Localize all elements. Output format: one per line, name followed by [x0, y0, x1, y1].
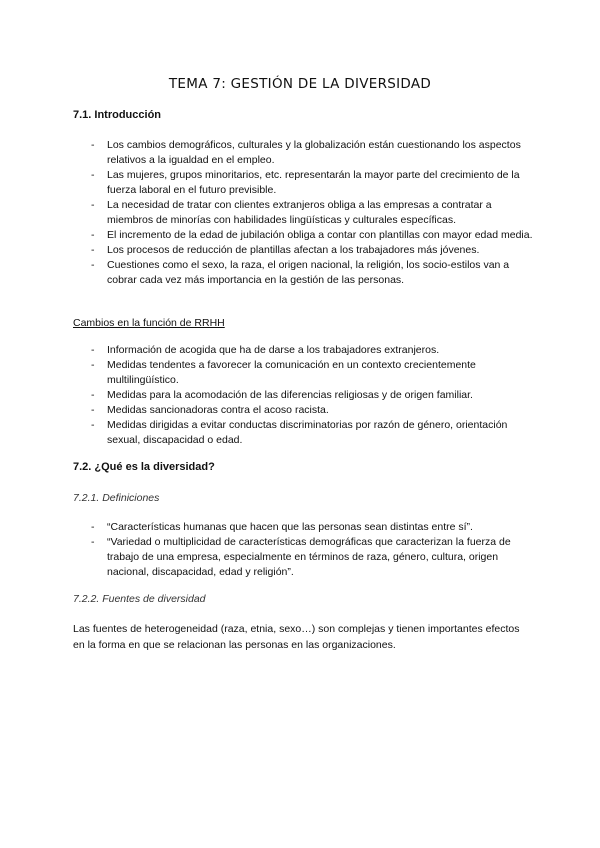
- list-item: - Medidas para la acomodación de las diferencias religiosas y de origen familiar.: [73, 388, 533, 403]
- list-item: - Medidas dirigidas a evitar conductas discriminatorias por razón de género, orientación sexual, discapacidad o edad.: [73, 418, 533, 448]
- list-item: - Información de acogida que ha de darse a los trabajadores extranjeros.: [73, 343, 533, 358]
- list-item: - Cuestiones como el sexo, la raza, el origen nacional, la religión, los socio-estilos van a cobrar cada vez más importancia en la gestión de las personas.: [73, 258, 533, 288]
- cambios-list: [73, 343, 533, 448]
- list-item: - Los cambios demográficos, culturales y la globalización están cuestionando los aspectos relativos a la igualdad en el empleo.: [73, 138, 533, 168]
- fuentes-paragraph: Las fuentes de heterogeneidad (raza, etnia, sexo…) son complejas y tienen importantes efectos en la forma en que se relacionan las personas en las organizaciones.: [73, 623, 520, 651]
- document-title: TEMA 7: GESTIÓN DE LA DIVERSIDAD: [168, 76, 432, 92]
- list-item: - La necesidad de tratar con clientes extranjeros obliga a las empresas a contratar a miembros de minorías con habilidades lingüísticas y culturales específicas.: [73, 198, 533, 228]
- section-heading-introduccion: 7.1. Introducción: [73, 109, 162, 121]
- list-item: - El incremento de la edad de jubilación obliga a contar con plantillas con mayor edad media.: [73, 228, 533, 243]
- subheading-cambios-rrhh: Cambios en la función de RRHH: [73, 317, 225, 329]
- subsection-heading-definiciones: 7.2.1. Definiciones: [73, 492, 160, 504]
- list-item: - Las mujeres, grupos minoritarios, etc. representarán la mayor parte del crecimiento de la fuerza laboral en el futuro previsible.: [73, 168, 533, 198]
- list-item: - Medidas sancionadoras contra el acoso racista.: [73, 403, 533, 418]
- introduccion-list: [73, 138, 533, 288]
- list-item: - Medidas tendentes a favorecer la comunicación en un contexto crecientemente multilingüístico.: [73, 358, 533, 388]
- definiciones-list: [73, 520, 533, 580]
- list-item: - “Variedad o multiplicidad de características demográficas que caracterizan la fuerza de trabajo de una empresa, especialmente en términos de raza, género, cultura, origen nacional, discapacidad, edad y religión”.: [73, 535, 533, 580]
- list-item: - “Características humanas que hacen que las personas sean distintas entre sí”.: [73, 520, 533, 535]
- list-item: - Los procesos de reducción de plantillas afectan a los trabajadores más jóvenes.: [73, 243, 533, 258]
- subsection-heading-fuentes: 7.2.2. Fuentes de diversidad: [73, 593, 206, 605]
- section-heading-diversidad: 7.2. ¿Qué es la diversidad?: [73, 461, 215, 473]
